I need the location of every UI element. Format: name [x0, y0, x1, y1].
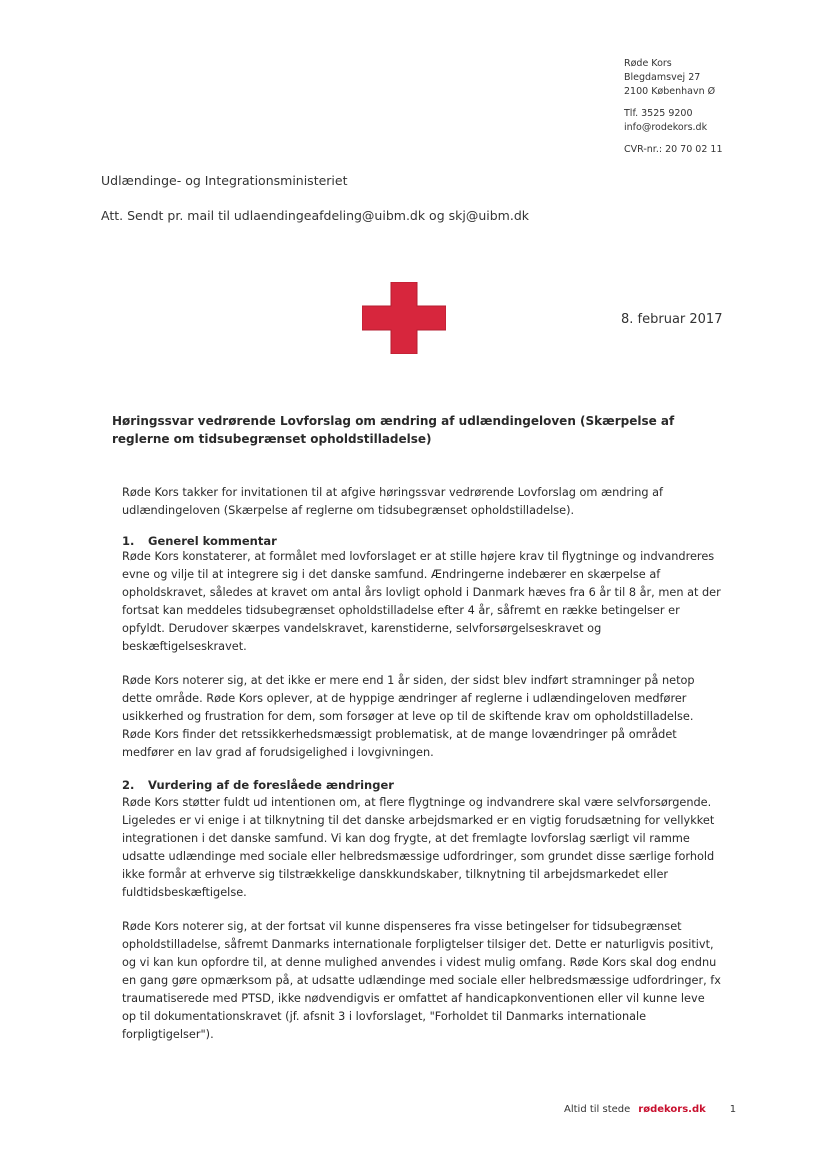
section-2-paragraph-2: Røde Kors noterer sig, at der fortsat vil kunne dispenseres fra visse betingelser for tidsubegrænset opholdstilladelse, såfremt Danmarks internationale forpligtelser tilsiger det. Dette er naturligvis positivt, og vi kan kun opfordre til, at denne mulighed anvendes i videst mulig omfang. Røde Kors skal dog endnu en gang gøre opmærksom på, at udsatte udlændinge med sociale eller helbredsmæssige udfordringer, fx traumatiserede med PTSD, ikke nødvendigvis er omfattet af handicapkonventionen eller vil kunne leve op til dokumentationskravet (jf. afsnit 3 i lovforslaget, "Forholdet til Danmarks internationale forpligtigelser").	[122, 920, 721, 1041]
sender-phone: Tlf. 3525 9200	[624, 108, 693, 119]
footer	[564, 1104, 736, 1115]
letter-date: 8. februar 2017	[621, 312, 723, 327]
sender-city: 2100 København Ø	[624, 86, 716, 97]
page-number: 1	[729, 1104, 737, 1115]
section-2-title: Vurdering af de foreslåede ændringer	[148, 778, 394, 792]
section-2-paragraph-1: Røde Kors støtter fuldt ud intentionen om, at flere flygtninge og indvandrere skal være selvforsørgende. Ligeledes er vi enige i at tilknytning til det danske arbejdsmarked er en vigtig forudsætning for vellykket integrationen i det danske samfund. Vi kan dog frygte, at det fremlagte lovforslag særligt vil ramme udsatte udlændinge med sociale eller helbredsmæssige udfordringer, som grundet disse særlige forhold ikke formår at erhverve sig tilstrækkelige danskkundskaber, tilknytning til arbejdsmarkedet eller fuldtidsbeskæftigelse.	[122, 796, 715, 899]
section-2-number: 2.	[122, 778, 135, 792]
section-1-paragraph-2: Røde Kors noterer sig, at det ikke er mere end 1 år siden, der sidst blev indført stramninger på netop dette område. Røde Kors oplever, at de hyppige ændringer af reglerne i udlændingeloven medfører usikkerhed og frustration for dem, som forsøger at leve op til de skiftende krav om opholdstilladelse. Røde Kors finder det retssikkerhedsmæssigt problematisk, at de mange lovændringer på området medfører en lav grad af forudsigelighed i lovgivningen.	[122, 674, 695, 759]
intro-paragraph: Røde Kors takker for invitationen til at afgive høringssvar vedrørende Lovforslag om ændring af udlændingeloven (Skærpelse af reglerne om tidsubegrænset opholdstilladelse).	[122, 486, 664, 517]
sender-address	[624, 57, 722, 157]
attention-line: Att. Sendt pr. mail til udlaendingeafdeling@uibm.dk og skj@uibm.dk	[101, 208, 529, 223]
section-1-title: Generel kommentar	[148, 534, 277, 548]
red-cross-logo	[362, 282, 446, 354]
sender-email: info@rodekors.dk	[624, 122, 708, 133]
recipient: Udlændinge- og Integrationsministeriet	[101, 173, 348, 188]
letter-title: Høringssvar vedrørende Lovforslag om ændring af udlændingeloven (Skærpelse af reglerne om tidsubegrænset opholdstilladelse)	[112, 414, 675, 446]
section-1-number: 1.	[122, 534, 135, 548]
footer-brand-link[interactable]: rødekors.dk	[638, 1104, 706, 1115]
sender-cvr: CVR-nr.: 20 70 02 11	[624, 144, 723, 155]
sender-org: Røde Kors	[624, 58, 672, 69]
section-1-paragraph-1: Røde Kors konstaterer, at formålet med lovforslaget er at stille højere krav til flygtninge og indvandreres evne og vilje til at integrere sig i det danske samfund. Ændringerne indebærer en skærpelse af opholdskravet, således at kravet om antal års lovligt ophold i Danmark hæves fra 6 år til 8 år, men at der fortsat kan meddeles tidsubegrænset opholdstilladelse efter 4 år, såfremt en række betingelser er opfyldt. Derudover skærpes vandelskravet, karenstiderne, selvforsørgelseskravet og beskæftigelseskravet.	[122, 550, 721, 653]
section-2-heading	[122, 776, 722, 794]
sender-street: Blegdamsvej 27	[624, 72, 701, 83]
footer-tagline: Altid til stede	[564, 1104, 631, 1115]
